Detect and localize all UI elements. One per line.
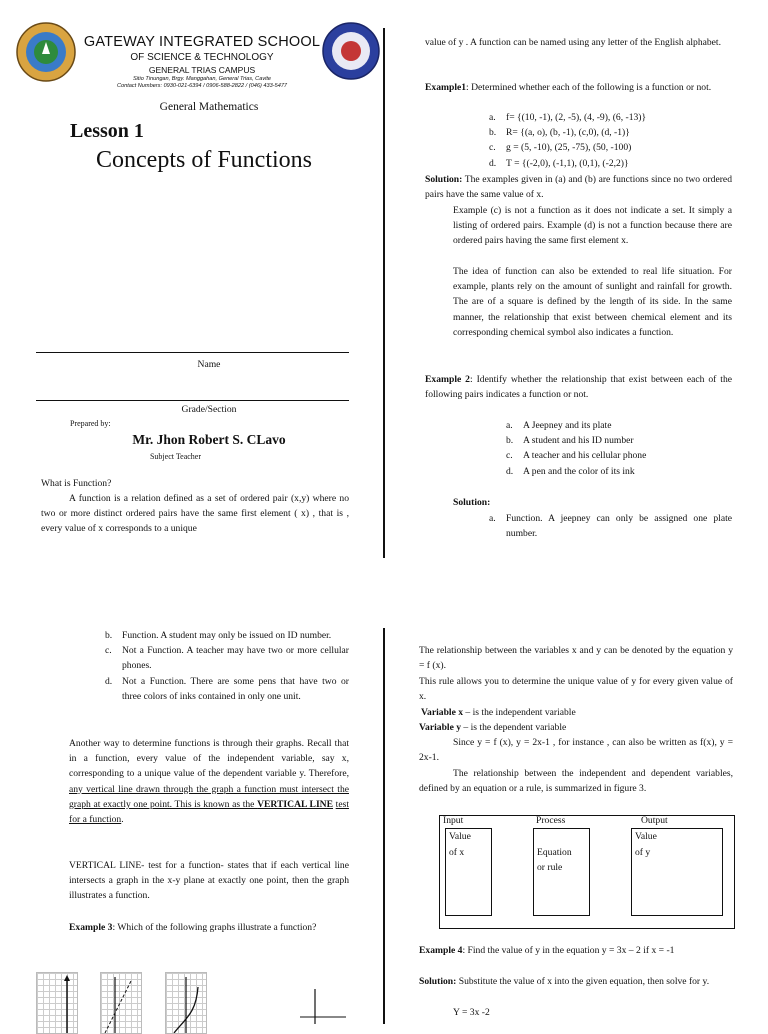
solution-1-label: Solution:	[425, 174, 463, 185]
list-item: c. A teacher and his cellular phone	[506, 450, 647, 462]
solution-4: Solution: Substitute the value of x into the given equation, then solve for y.	[419, 976, 710, 987]
input-value-line1: Value	[449, 831, 471, 842]
contact-numbers: Contact Numbers: 0930-021-6394 / 0906-588-2822 / (046) 433-5477	[116, 83, 288, 89]
example-2: Example 2: Identify whether the relationship that exist between each of the following pairs indicates a function or not.	[425, 374, 732, 401]
input-value-line2: of x	[449, 847, 465, 858]
graph-2	[100, 972, 142, 1034]
figure-process-label: Process	[536, 815, 566, 826]
prepared-by: Prepared by:	[70, 419, 111, 428]
solution-1-para: Example (c) is not a function as it does not indicate a set. It simply a listing of ordered pairs. Example (d) is not a function because there are ordered pairs having the same first element x.	[453, 205, 732, 247]
function-definition: A function is a relation defined as a set of ordered pair (x,y) where no two or more distinct ordered pairs have the same first element ( x) , that is , every value of x corresponds to a unique	[41, 493, 349, 535]
variable-x: Variable x – is the independent variable	[421, 707, 576, 718]
campus: GENERAL TRIAS CAMPUS	[148, 65, 256, 75]
list-item: b. A student and his ID number	[506, 435, 634, 447]
lesson-number: Lesson 1	[70, 120, 144, 142]
subject-title: General Mathematics	[159, 101, 259, 113]
example-1-text: : Determined whether each of the following is a function or not.	[466, 82, 712, 93]
example-2-label: Example 2	[425, 374, 470, 385]
name-line	[36, 352, 349, 353]
variable-y: Variable y – is the dependent variable	[419, 722, 567, 733]
process-line2: or rule	[537, 862, 563, 873]
list-item: d. T = {(-2,0), (-1,1), (0,1), (-2,2)}	[489, 157, 629, 169]
teacher-name: Mr. Jhon Robert S. CLavo	[132, 432, 286, 447]
list-item: d. A pen and the color of its ink	[506, 465, 635, 477]
deped-seal	[322, 22, 380, 80]
figure-3-intro: The relationship between the independent and dependent variables, defined by an equation or a rule, is summarized in figure 3.	[419, 768, 733, 795]
section-heading-function: What is Function?	[41, 478, 112, 489]
list-item: c. g = (5, -10), (25, -75), (50, -100)	[489, 142, 632, 154]
vertical-line-test-definition: VERTICAL LINE- test for a function- states that if each vertical line intersects a graph in the x-y plane at exactly one point, then the graph illustrates a function.	[69, 860, 349, 902]
solution-2-item: a. Function. A jeepney can only be assigned one plate number.	[489, 513, 732, 540]
list-item: c. Not a Function. A teacher may have two or more cellular phones.	[105, 645, 349, 672]
solution-4-label: Solution:	[419, 976, 457, 987]
figure-input-label: Input	[443, 815, 464, 826]
page-divider-bottom	[383, 628, 385, 1024]
solution-4-step1: Y = 3x -2	[453, 1007, 490, 1018]
graph-method-para: Another way to determine functions is through their graphs. Recall that in a function, every value of the independent variable, say x, corresponding to a unique value of the dependent variable y. Therefore, any vertical line drawn through the graph a function must intersect the graph at exactly one point. This is known as the VERTICAL LINE test for a function.	[69, 738, 349, 826]
function-notation-para: The relationship between the variables x and y can be denoted by the equation y = f (x).	[419, 645, 733, 672]
example-1	[425, 80, 732, 95]
example-3-label: Example 3	[69, 922, 113, 933]
function-definition-cont: value of y . A function can be named using any letter of the English alphabet.	[425, 37, 721, 48]
grade-line	[36, 400, 349, 401]
rule-para: This rule allows you to determine the unique value of y for every given value of x.	[419, 676, 733, 703]
output-value-line2: of y	[635, 847, 651, 858]
list-item: a. f= {(10, -1), (2, -5), (4, -9), (6, -13)}	[489, 112, 647, 123]
grade-label: Grade/Section	[181, 404, 237, 415]
school-subname: OF SCIENCE & TECHNOLOGY	[130, 52, 274, 63]
solution-2-label: Solution:	[453, 497, 491, 508]
example-4-label: Example 4	[419, 945, 463, 956]
solution-2-list-cont	[105, 628, 349, 704]
example-notation-para: Since y = f (x), y = 2x-1 , for instance , can also be written as f(x), y = 2x-1.	[419, 737, 733, 764]
list-item: a. A Jeepney and its plate	[506, 420, 612, 431]
school-logo	[16, 22, 76, 82]
output-value-line1: Value	[635, 831, 657, 842]
example-1-list	[489, 110, 736, 171]
figure-output-label: Output	[641, 815, 668, 826]
lesson-title: Concepts of Functions	[96, 147, 312, 173]
graph-1	[36, 972, 78, 1034]
list-item: b. Function. A student may only be issued on ID number.	[105, 630, 332, 641]
teacher-role: Subject Teacher	[149, 452, 202, 461]
list-item: d. Not a Function. There are some pens that have two or three colors of inks contained in only one unit.	[105, 675, 349, 702]
page-divider-top	[383, 28, 385, 558]
graph-3	[165, 972, 207, 1034]
solution-1: Solution: The examples given in (a) and (b) are functions since no two ordered pairs have the same value of x.	[425, 174, 732, 201]
example-2-list	[506, 418, 733, 479]
example-4: Example 4: Find the value of y in the equation y = 3x – 2 if x = -1	[419, 945, 675, 956]
real-life-para: The idea of function can also be extended to real life situation. For example, plants rely on the amount of sunlight and rainfall for growth. The are of a square is defined by the length of its side. In the same manner, the relationship that exist between chemical element and its corresponding chemical symbol also indicates a function.	[453, 266, 732, 338]
example-3: Example 3: Which of the following graphs illustrate a function?	[69, 922, 317, 933]
process-line1: Equation	[537, 847, 572, 858]
name-label: Name	[197, 359, 221, 370]
list-item: b. R= {(a, o), (b, -1), (c,0), (d, -1)}	[489, 127, 630, 139]
school-name: GATEWAY INTEGRATED SCHOOL	[83, 34, 321, 50]
address: Sitio Tinungan, Brgy. Manggahan, General Trias, Cavite	[132, 76, 272, 82]
graph-4	[300, 985, 350, 1024]
example-1-label: Example1	[425, 82, 467, 93]
